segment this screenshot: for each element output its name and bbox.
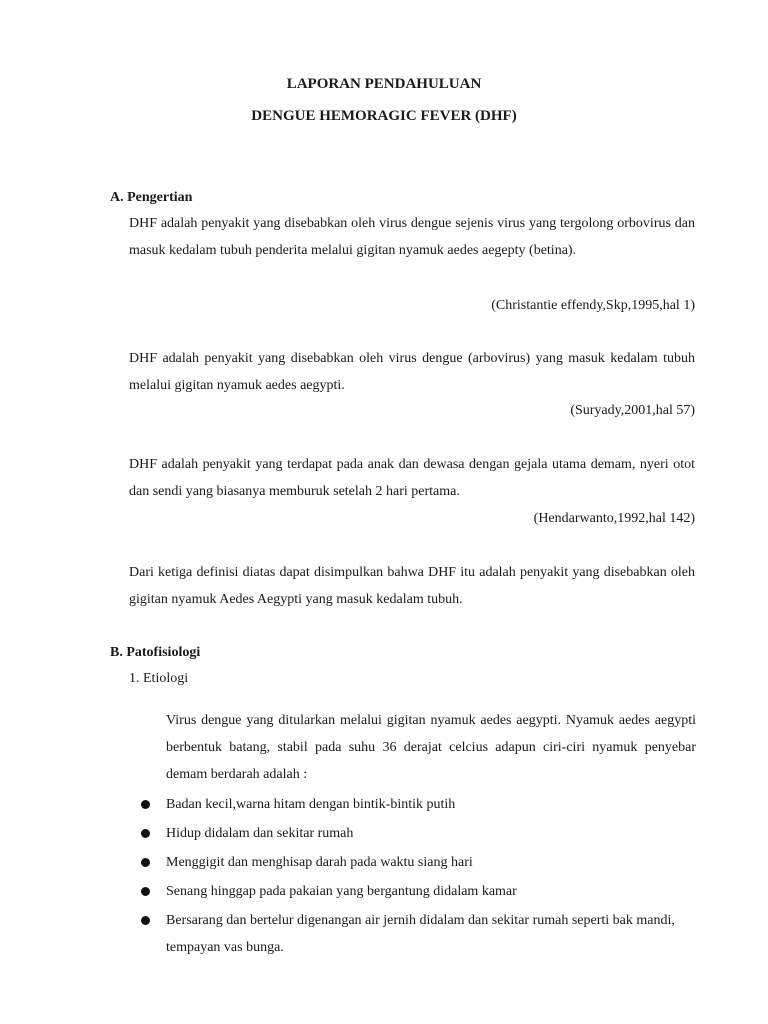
list-item <box>138 878 698 905</box>
etiologi-paragraph: Virus dengue yang ditularkan melalui gigitan nyamuk aedes aegypti. Nyamuk aedes aegypti berbentuk batang, stabil pada suhu 36 derajat celcius adapun ciri-ciri nyamuk penyebar demam berdarah adalah : <box>166 713 696 782</box>
subheading-etiologi: 1. Etiologi <box>129 671 189 686</box>
section-heading-pengertian: A. Pengertian <box>110 190 193 205</box>
list-item <box>138 907 698 961</box>
list-item <box>138 820 698 847</box>
list-item-text: Senang hinggap pada pakaian yang bergantung didalam kamar <box>166 884 517 899</box>
citation-1: (Christantie effendy,Skp,1995,hal 1) <box>491 298 695 313</box>
list-item-text: Hidup didalam dan sekitar rumah <box>166 826 354 841</box>
bullet-icon <box>141 800 150 809</box>
citation-2: (Suryady,2001,hal 57) <box>570 403 695 418</box>
definition-paragraph-2: DHF adalah penyakit yang disebabkan oleh virus dengue (arbovirus) yang masuk kedalam tubuh melalui gigitan nyamuk aedes aegypti. <box>129 351 695 393</box>
list-item <box>138 849 698 876</box>
conclusion-paragraph: Dari ketiga definisi diatas dapat disimpulkan bahwa DHF itu adalah penyakit yang disebabkan oleh gigitan nyamuk Aedes Aegypti yang masuk kedalam tubuh. <box>129 565 695 607</box>
bullet-icon <box>141 887 150 896</box>
bullet-icon <box>141 916 150 925</box>
section-heading-patofisiologi: B. Patofisiologi <box>110 645 201 660</box>
document-title: LAPORAN PENDAHULUAN <box>286 76 482 92</box>
mosquito-traits-list <box>138 791 698 963</box>
list-item-text: Menggigit dan menghisap darah pada waktu siang hari <box>166 855 473 870</box>
definition-paragraph-1: DHF adalah penyakit yang disebabkan oleh virus dengue sejenis virus yang tergolong orbovirus dan masuk kedalam tubuh penderita melalui gigitan nyamuk aedes aegepty (betina). <box>129 216 695 258</box>
bullet-icon <box>141 829 150 838</box>
list-item-text: Bersarang dan bertelur digenangan air jernih didalam dan sekitar rumah seperti bak mandi, tempayan vas bunga. <box>166 913 675 955</box>
list-item-text: Badan kecil,warna hitam dengan bintik-bintik putih <box>166 797 456 812</box>
bullet-icon <box>141 858 150 867</box>
list-item <box>138 791 698 818</box>
document-subtitle: DENGUE HEMORAGIC FEVER (DHF) <box>251 108 517 124</box>
definition-paragraph-3: DHF adalah penyakit yang terdapat pada anak dan dewasa dengan gejala utama demam, nyeri otot dan sendi yang biasanya memburuk setelah 2 hari pertama. <box>129 457 695 499</box>
citation-3: (Hendarwanto,1992,hal 142) <box>533 511 695 526</box>
